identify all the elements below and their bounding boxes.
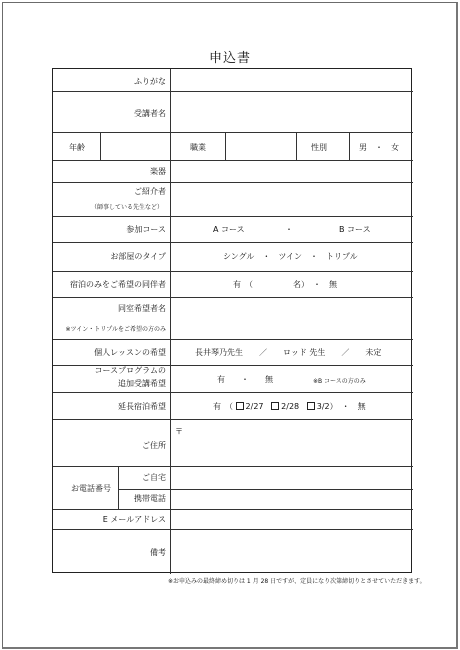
remarks-label: 備考 [150, 548, 166, 557]
course-program-label-2: 追加受講希望 [118, 379, 166, 388]
mobile-phone-label: 携帯電話 [134, 494, 166, 503]
name-label: 受講者名 [134, 109, 166, 118]
gender-label: 性別 [311, 143, 327, 152]
companion-label: 宿泊のみをご希望の同伴者 [70, 280, 166, 289]
postal-mark: 〒 [175, 427, 183, 436]
course-a-option[interactable]: A コース [213, 225, 245, 234]
page-title: 申込書 [208, 51, 251, 66]
extension-date-3: 3/2） ・ 無 [316, 402, 366, 411]
extension-date-2: 2/28 [281, 402, 300, 411]
extension-options[interactable] [213, 402, 366, 412]
course-program-note: ※B コースの方のみ [313, 378, 366, 385]
gender-options[interactable]: 男 ・ 女 [359, 143, 399, 152]
age-label: 年齢 [69, 143, 85, 152]
checkbox-icon[interactable] [271, 402, 279, 410]
extension-yes: 有 （ [213, 402, 233, 411]
companion-options[interactable]: 有 （ 名） ・ 無 [233, 280, 337, 289]
application-form-table [52, 68, 412, 573]
course-program-label-1: コースプログラムの [94, 366, 166, 375]
private-lesson-options[interactable]: 長井琴乃先生 ／ ロッド 先生 ／ 未定 [195, 348, 382, 357]
room-type-options[interactable]: シングル ・ ツイン ・ トリプル [223, 252, 358, 261]
checkbox-icon[interactable] [307, 402, 315, 410]
phone-label: お電話番号 [71, 484, 111, 493]
roommate-note: ※ツイン・トリプルをご希望の方のみ [65, 326, 166, 333]
course-program-options[interactable]: 有 ・ 無 [217, 375, 273, 384]
referrer-note: （師事している先生など） [90, 204, 163, 211]
room-type-label: お部屋のタイプ [110, 252, 166, 261]
home-phone-label: ご自宅 [142, 473, 166, 482]
extension-date-1: 2/27 [245, 402, 264, 411]
occupation-label: 職業 [190, 143, 206, 152]
instrument-label: 楽器 [150, 167, 166, 176]
course-label: 参加コース [126, 225, 166, 234]
course-b-option[interactable]: B コース [339, 225, 371, 234]
address-label: ご住所 [142, 441, 166, 450]
private-lesson-label: 個人レッスンの希望 [94, 348, 166, 357]
extension-label: 延長宿泊希望 [118, 402, 166, 411]
roommate-label: 同室希望者名 [118, 304, 166, 313]
checkbox-icon[interactable] [236, 402, 244, 410]
furigana-label: ふりがな [134, 77, 166, 86]
course-separator: ・ [285, 225, 293, 234]
referrer-label: ご紹介者 [134, 187, 166, 196]
footnote: ※お申込みの最終締め切りは 1 月 28 日ですが、定員になり次第締切りとさせていただきます。 [168, 578, 426, 585]
email-label: E メールアドレス [102, 515, 166, 524]
